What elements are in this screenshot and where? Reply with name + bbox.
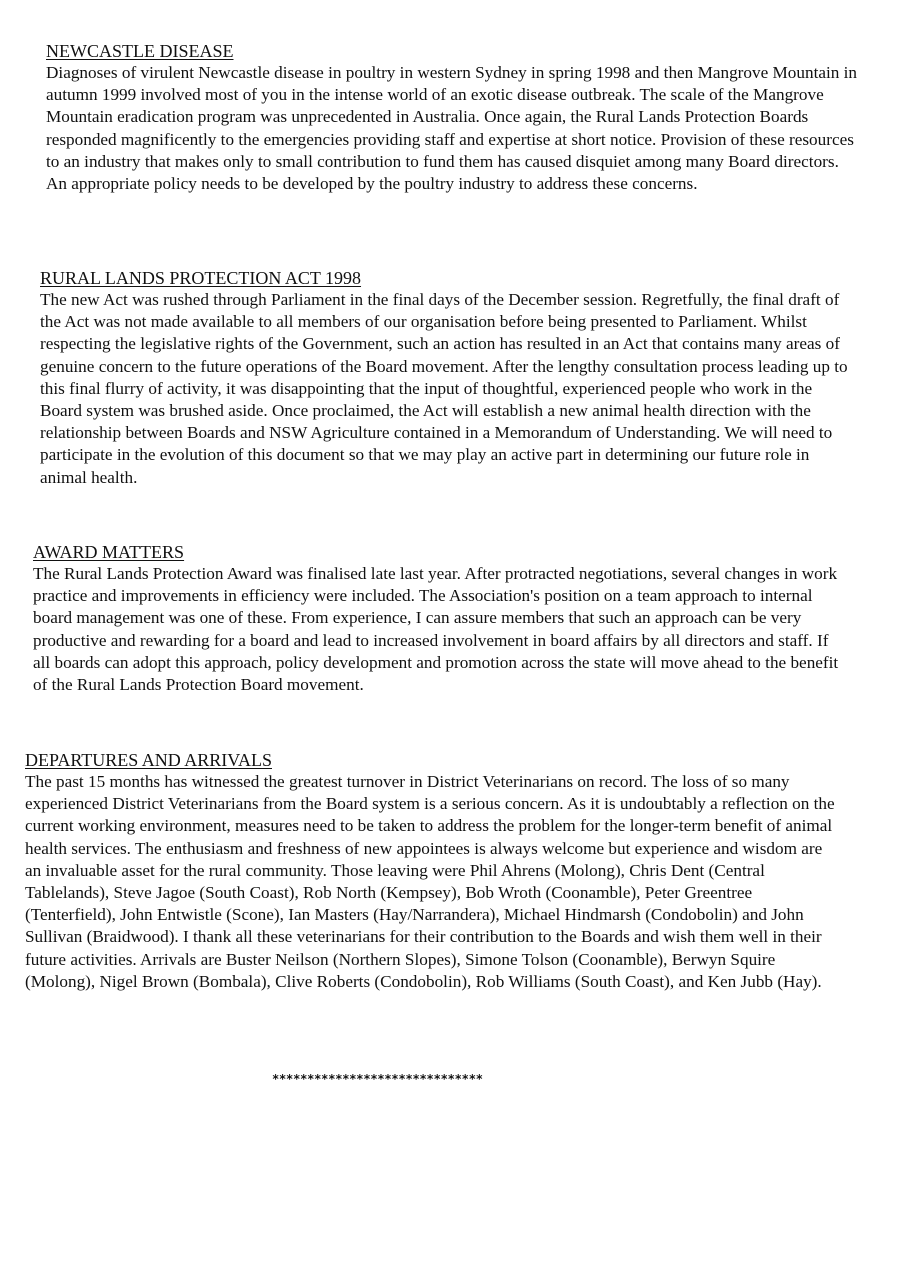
section-body: The new Act was rushed through Parliament in the final days of the December session. Regretfully, the final draft of the Act was not made available to all members of our organisation before being presented to Parliament. Whilst respecting the legislative rights of the Government, such an action has resulted in an Act that contains many areas of genuine concern to the future operations of the Board movement. After the lengthy consultation process leading up to this final flurry of activity, it was disappointing that the input of thoughtful, experienced people who work in the Board system was brushed aside. Once proclaimed, the Act will establish a new animal health direction with the relationship between Boards and NSW Agriculture contained in a Memorandum of Understanding. We will need to participate in the evolution of this document so that we may play an active part in determining our future role in animal health. bbox=[40, 290, 848, 487]
section-departures-and-arrivals bbox=[25, 750, 840, 993]
section-heading: RURAL LANDS PROTECTION ACT 1998 bbox=[40, 268, 362, 288]
section-body: The past 15 months has witnessed the greatest turnover in District Veterinarians on record. The loss of so many experienced District Veterinarians from the Board system is a serious concern. As it is undoubtably a reflection on the current working environment, measures need to be taken to address the problem for the longer-term benefit of animal health services. The enthusiasm and freshness of new appointees is always welcome but experience and wisdom are an invaluable asset for the rural community. Those leaving were Phil Ahrens (Molong), Chris Dent (Central Tablelands), Steve Jagoe (South Coast), Rob North (Kempsey), Bob Wroth (Coonamble), Peter Greentree (Tenterfield), John Entwistle (Scone), Ian Masters (Hay/Narrandera), Michael Hindmarsh (Condobolin) and John Sullivan (Braidwood). I thank all these veterinarians for their contribution to the Boards and wish them well in their future activities. Arrivals are Buster Neilson (Northern Slopes), Simone Tolson (Coonamble), Berwyn Squire (Molong), Nigel Brown (Bombala), Clive Roberts (Condobolin), Rob Williams (South Coast), and Ken Jubb (Hay). bbox=[25, 772, 835, 991]
asterisk-separator: ****************************** bbox=[272, 1072, 483, 1086]
section-heading: NEWCASTLE DISEASE bbox=[46, 41, 234, 61]
section-body: Diagnoses of virulent Newcastle disease in poultry in western Sydney in spring 1998 and then Mangrove Mountain in autumn 1999 involved most of you in the intense world of an exotic disease outbreak. The scale of the Mangrove Mountain eradication program was unprecedented in Australia. Once again, the Rural Lands Protection Boards responded magnificently to the emergencies providing staff and expertise at short notice. Provision of these resources to an industry that makes only to small contribution to fund them has caused disquiet among many Board directors. An appropriate policy needs to be developed by the poultry industry to address these concerns. bbox=[46, 63, 858, 194]
section-rural-lands-protection-act bbox=[40, 268, 858, 489]
section-heading: DEPARTURES AND ARRIVALS bbox=[25, 750, 272, 770]
section-body: The Rural Lands Protection Award was finalised late last year. After protracted negotiations, several changes in work practice and improvements in efficiency were included. The Association's position on a team approach to internal board management was one of these. From experience, I can assure members that such an approach can be very productive and rewarding for a board and lead to increased involvement in board affairs by all directors and staff. If all boards can adopt this approach, policy development and promotion across the state will move ahead to the benefit of the Rural Lands Protection Board movement. bbox=[33, 564, 839, 695]
section-newcastle-disease bbox=[46, 41, 858, 195]
section-heading: AWARD MATTERS bbox=[33, 542, 185, 562]
section-award-matters bbox=[33, 542, 848, 696]
